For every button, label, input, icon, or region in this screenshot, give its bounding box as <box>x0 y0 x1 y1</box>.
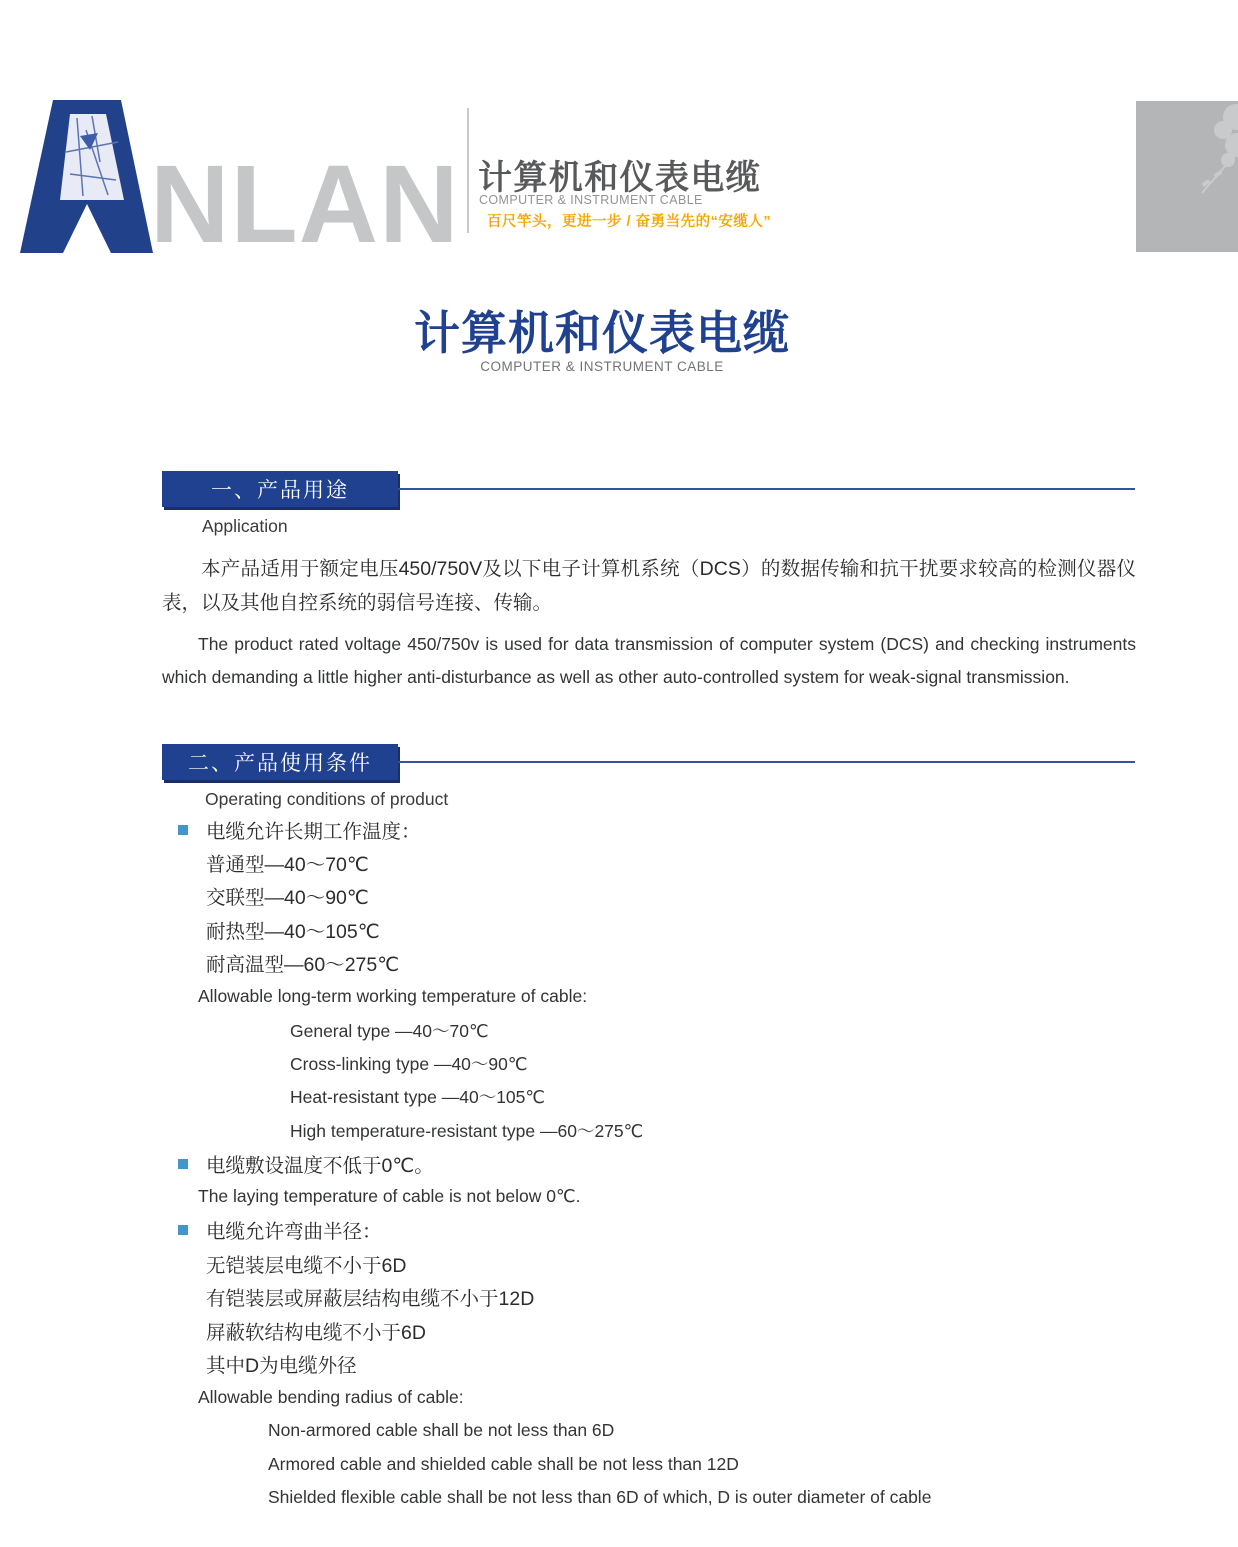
application-paragraph-en: The product rated voltage 450/750v is used for data transmission of computer system (DCS) and checking instruments which demanding a little higher anti-disturbance as well as other auto-controlled system for weak-signal transmission. <box>162 634 1136 688</box>
section1-rule <box>398 488 1135 490</box>
spec-line: 耐高温型—60～275℃ <box>206 954 400 977</box>
spec-line: 无铠装层电缆不小于6D <box>206 1254 407 1277</box>
spec-line: 电缆敷设温度不低于0℃。 <box>206 1154 434 1177</box>
spec-line: 交联型—40～90℃ <box>206 887 369 910</box>
spec-line: 有铠装层或屏蔽层结构电缆不小于12D <box>206 1288 535 1311</box>
header-divider <box>467 108 469 233</box>
spec-line: 电缆允许弯曲半径： <box>206 1221 382 1244</box>
header-slogan: 百尺竿头，更进一步 / 奋勇当先的“安缆人” <box>487 214 772 230</box>
spec-line: Armored cable and shielded cable shall be not less than 12D <box>268 1453 739 1474</box>
anlan-logo-icon <box>20 100 153 253</box>
spec-bullet-item <box>162 813 1136 846</box>
spec-line: Shielded flexible cable shall be not less than 6D of which, D is outer diameter of cable <box>268 1487 932 1507</box>
logo-wordmark: NLAN <box>150 143 460 266</box>
spec-line: 普通型—40～70℃ <box>206 854 369 877</box>
spec-line: 电缆允许长期工作温度： <box>206 820 421 843</box>
section1-heading: 一、产品用途 <box>162 471 398 507</box>
spec-line: Allowable long-term working temperature of cable: <box>198 986 588 1007</box>
bullet-icon <box>178 1159 188 1169</box>
bullet-icon <box>178 825 188 835</box>
spec-line: Heat-resistant type —40～105℃ <box>290 1087 546 1108</box>
spec-line: Non-armored cable shall be not less than 6D <box>268 1420 615 1441</box>
section2-subheading: Operating conditions of product <box>205 789 449 809</box>
operating-conditions-list <box>162 813 1136 1514</box>
page-subtitle: COMPUTER & INSTRUMENT CABLE <box>480 359 724 374</box>
section1-subheading: Application <box>202 516 288 536</box>
application-paragraph-zh: 本产品适用于额定电压450/750V及以下电子计算机系统（DCS）的数据传输和抗干扰要求较高的检测仪器仪表，以及其他自控系统的弱信号连接、传输。 <box>162 558 1136 614</box>
spec-line: Cross-linking type —40～90℃ <box>290 1053 528 1074</box>
spec-line: General type —40～70℃ <box>290 1020 489 1041</box>
page-title: 计算机和仪表电缆 <box>414 307 790 359</box>
spec-line: 其中D为电缆外径 <box>206 1354 357 1377</box>
spec-line: Allowable bending radius of cable: <box>198 1386 464 1407</box>
bullet-icon <box>178 1225 188 1235</box>
spec-line: 耐热型—40～105℃ <box>206 920 380 943</box>
logo-a-graphic <box>20 100 153 253</box>
spec-bullet-item <box>162 1214 1136 1247</box>
spec-line: 屏蔽软结构电缆不小于6D <box>206 1321 426 1344</box>
section2-heading: 二、产品使用条件 <box>162 744 398 780</box>
spec-bullet-item <box>162 1147 1136 1180</box>
spec-line: High temperature-resistant type —60～275℃ <box>290 1120 644 1141</box>
header-title-zh: 计算机和仪表电缆 <box>478 159 762 197</box>
spec-line: The laying temperature of cable is not below 0℃. <box>198 1186 581 1207</box>
leaf-image <box>1136 101 1238 252</box>
section2-rule <box>398 761 1135 763</box>
header-photo-placeholder <box>1136 101 1238 252</box>
header-title-en: COMPUTER & INSTRUMENT CABLE <box>479 193 703 207</box>
